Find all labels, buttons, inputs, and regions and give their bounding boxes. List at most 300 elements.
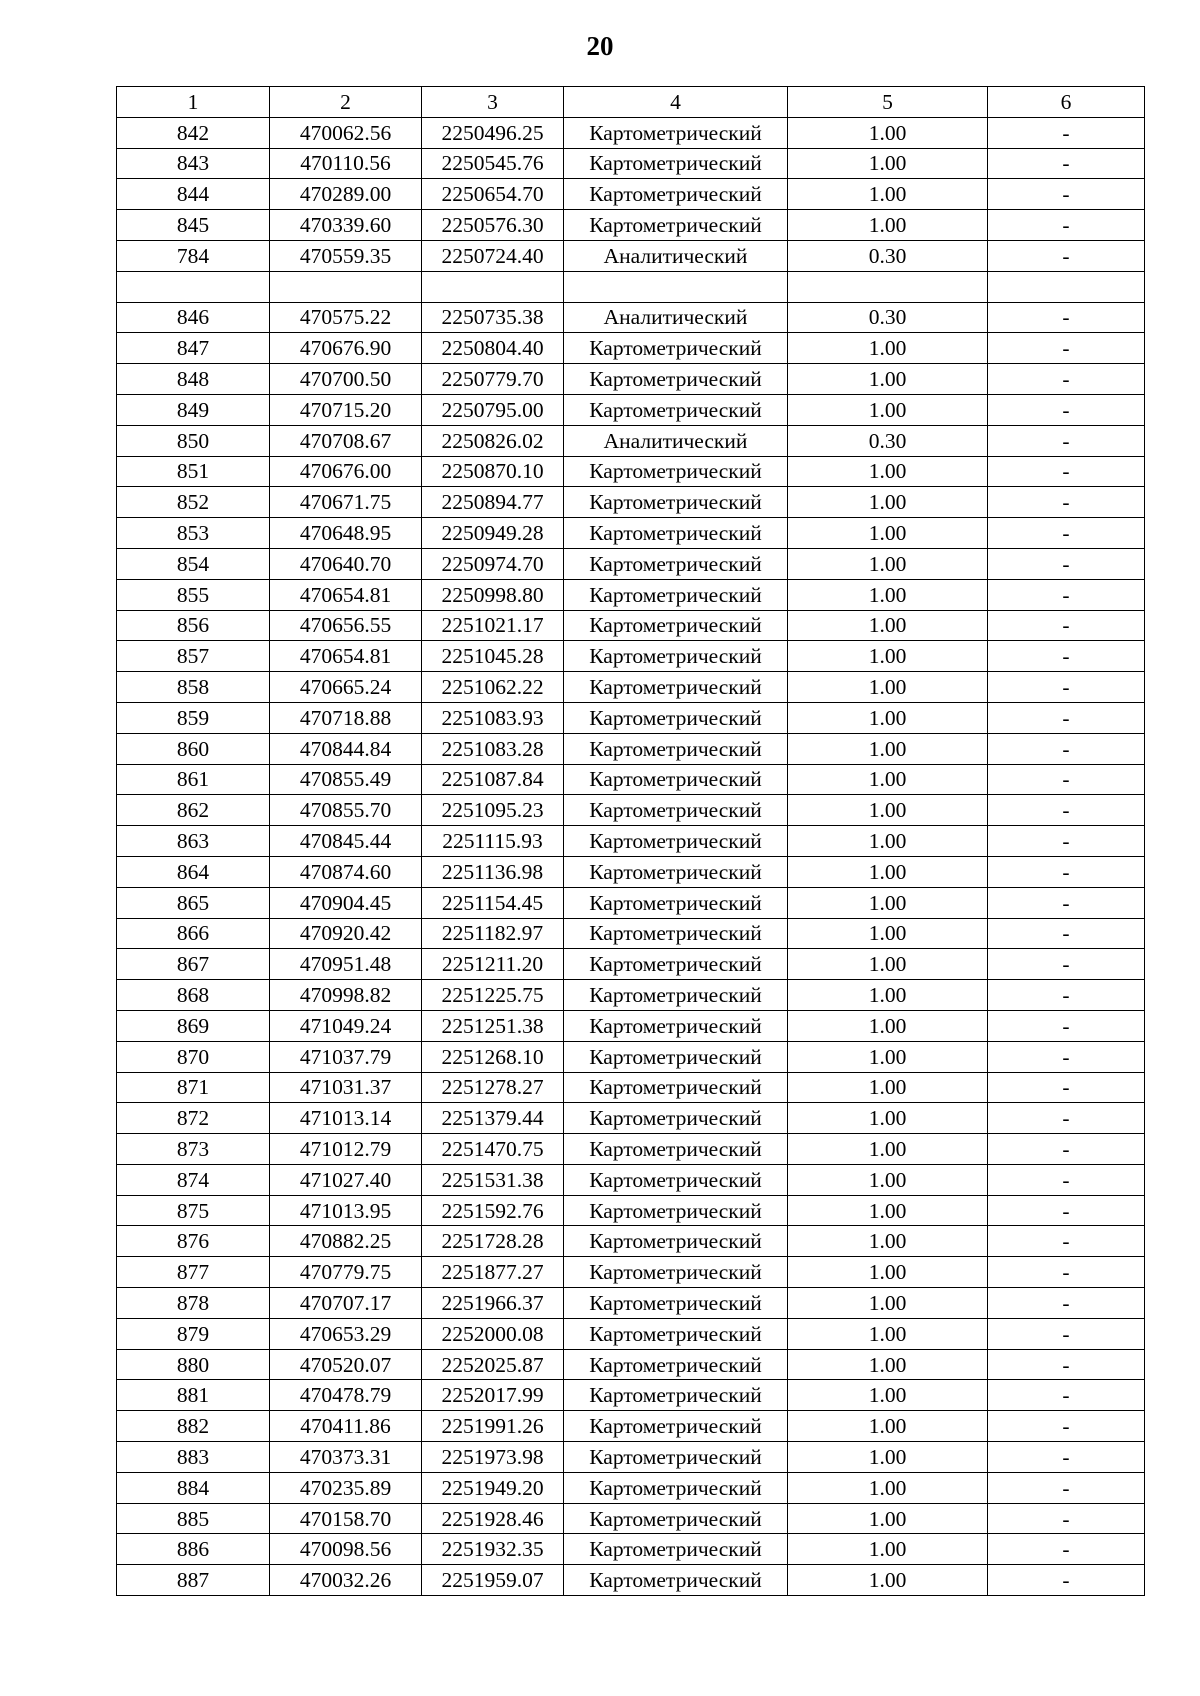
cell-y-coordinate: 2251877.27 — [422, 1257, 564, 1288]
cell-note: - — [988, 1134, 1145, 1165]
table-row — [117, 1195, 1145, 1226]
cell-note: - — [988, 518, 1145, 549]
cell-x-coordinate: 470653.29 — [270, 1318, 422, 1349]
table-row — [117, 1072, 1145, 1103]
cell-accuracy: 1.00 — [788, 1134, 988, 1165]
cell-x-coordinate: 470559.35 — [270, 240, 422, 271]
cell-x-coordinate: 470656.55 — [270, 610, 422, 641]
table-row — [117, 271, 1145, 302]
cell-x-coordinate: 470700.50 — [270, 364, 422, 395]
cell-y-coordinate: 2251470.75 — [422, 1134, 564, 1165]
cell-method: Картометрический — [564, 394, 788, 425]
cell-point-number — [117, 271, 270, 302]
cell-y-coordinate: 2250576.30 — [422, 210, 564, 241]
cell-note: - — [988, 1195, 1145, 1226]
cell-method: Картометрический — [564, 1103, 788, 1134]
cell-method: Картометрический — [564, 1534, 788, 1565]
cell-point-number: 863 — [117, 826, 270, 857]
cell-method: Картометрический — [564, 210, 788, 241]
cell-point-number: 857 — [117, 641, 270, 672]
cell-accuracy: 1.00 — [788, 1103, 988, 1134]
table-row — [117, 826, 1145, 857]
table-row — [117, 1565, 1145, 1596]
cell-accuracy: 1.00 — [788, 795, 988, 826]
cell-x-coordinate: 471012.79 — [270, 1134, 422, 1165]
cell-note: - — [988, 1257, 1145, 1288]
cell-point-number: 844 — [117, 179, 270, 210]
cell-note: - — [988, 733, 1145, 764]
cell-x-coordinate: 470339.60 — [270, 210, 422, 241]
cell-method: Картометрический — [564, 487, 788, 518]
table-row — [117, 302, 1145, 333]
cell-note: - — [988, 487, 1145, 518]
cell-accuracy: 1.00 — [788, 1503, 988, 1534]
table-row — [117, 1134, 1145, 1165]
cell-note: - — [988, 456, 1145, 487]
cell-point-number: 859 — [117, 702, 270, 733]
cell-accuracy: 1.00 — [788, 949, 988, 980]
cell-x-coordinate: 470098.56 — [270, 1534, 422, 1565]
cell-note: - — [988, 1103, 1145, 1134]
cell-x-coordinate: 470289.00 — [270, 179, 422, 210]
table-row — [117, 117, 1145, 148]
cell-x-coordinate: 470671.75 — [270, 487, 422, 518]
cell-note: - — [988, 240, 1145, 271]
cell-method: Картометрический — [564, 887, 788, 918]
cell-point-number: 858 — [117, 672, 270, 703]
cell-accuracy: 1.00 — [788, 1349, 988, 1380]
cell-x-coordinate: 471031.37 — [270, 1072, 422, 1103]
cell-y-coordinate: 2251182.97 — [422, 918, 564, 949]
cell-point-number: 845 — [117, 210, 270, 241]
cell-x-coordinate: 470708.67 — [270, 425, 422, 456]
cell-x-coordinate: 470654.81 — [270, 641, 422, 672]
cell-method: Картометрический — [564, 364, 788, 395]
cell-y-coordinate: 2250779.70 — [422, 364, 564, 395]
cell-x-coordinate: 470665.24 — [270, 672, 422, 703]
table-row — [117, 1380, 1145, 1411]
cell-y-coordinate: 2251268.10 — [422, 1041, 564, 1072]
cell-x-coordinate: 470855.49 — [270, 764, 422, 795]
cell-point-number: 883 — [117, 1442, 270, 1473]
cell-note: - — [988, 702, 1145, 733]
cell-accuracy: 1.00 — [788, 1195, 988, 1226]
table-row — [117, 240, 1145, 271]
cell-y-coordinate: 2250804.40 — [422, 333, 564, 364]
cell-note: - — [988, 641, 1145, 672]
cell-y-coordinate: 2251531.38 — [422, 1164, 564, 1195]
cell-point-number: 879 — [117, 1318, 270, 1349]
cell-accuracy: 1.00 — [788, 548, 988, 579]
table-row — [117, 641, 1145, 672]
cell-note: - — [988, 1380, 1145, 1411]
cell-method: Картометрический — [564, 1164, 788, 1195]
cell-note: - — [988, 610, 1145, 641]
cell-note: - — [988, 795, 1145, 826]
cell-x-coordinate: 470110.56 — [270, 148, 422, 179]
cell-method: Картометрический — [564, 949, 788, 980]
cell-accuracy: 1.00 — [788, 1411, 988, 1442]
cell-method: Картометрический — [564, 1565, 788, 1596]
cell-x-coordinate: 470845.44 — [270, 826, 422, 857]
cell-x-coordinate: 471049.24 — [270, 1010, 422, 1041]
cell-note: - — [988, 579, 1145, 610]
cell-x-coordinate: 471037.79 — [270, 1041, 422, 1072]
cell-accuracy: 1.00 — [788, 333, 988, 364]
cell-point-number: 873 — [117, 1134, 270, 1165]
cell-y-coordinate: 2250870.10 — [422, 456, 564, 487]
table-row — [117, 672, 1145, 703]
cell-y-coordinate: 2250974.70 — [422, 548, 564, 579]
cell-y-coordinate: 2251251.38 — [422, 1010, 564, 1041]
cell-note: - — [988, 1288, 1145, 1319]
cell-x-coordinate: 470920.42 — [270, 918, 422, 949]
table-row — [117, 918, 1145, 949]
cell-point-number: 884 — [117, 1472, 270, 1503]
cell-point-number: 878 — [117, 1288, 270, 1319]
cell-note: - — [988, 148, 1145, 179]
cell-y-coordinate: 2250826.02 — [422, 425, 564, 456]
cell-accuracy: 1.00 — [788, 579, 988, 610]
cell-y-coordinate: 2251154.45 — [422, 887, 564, 918]
cell-point-number: 867 — [117, 949, 270, 980]
cell-point-number: 866 — [117, 918, 270, 949]
cell-y-coordinate: 2250724.40 — [422, 240, 564, 271]
coordinates-table — [116, 86, 1145, 1596]
cell-x-coordinate: 470648.95 — [270, 518, 422, 549]
cell-y-coordinate: 2251045.28 — [422, 641, 564, 672]
table-row — [117, 1164, 1145, 1195]
cell-point-number: 850 — [117, 425, 270, 456]
cell-method: Картометрический — [564, 1288, 788, 1319]
cell-point-number: 855 — [117, 579, 270, 610]
table-row — [117, 764, 1145, 795]
table-row — [117, 487, 1145, 518]
cell-method: Картометрический — [564, 1226, 788, 1257]
cell-y-coordinate: 2251932.35 — [422, 1534, 564, 1565]
cell-accuracy: 1.00 — [788, 1072, 988, 1103]
cell-accuracy: 1.00 — [788, 1164, 988, 1195]
cell-accuracy: 1.00 — [788, 887, 988, 918]
table-row — [117, 179, 1145, 210]
cell-accuracy: 1.00 — [788, 1534, 988, 1565]
cell-point-number: 842 — [117, 117, 270, 148]
cell-note: - — [988, 856, 1145, 887]
cell-note: - — [988, 887, 1145, 918]
cell-x-coordinate: 470715.20 — [270, 394, 422, 425]
cell-x-coordinate: 470640.70 — [270, 548, 422, 579]
cell-point-number: 843 — [117, 148, 270, 179]
cell-y-coordinate: 2251083.28 — [422, 733, 564, 764]
cell-accuracy: 1.00 — [788, 1226, 988, 1257]
cell-y-coordinate: 2251087.84 — [422, 764, 564, 795]
table-row — [117, 1534, 1145, 1565]
cell-point-number: 848 — [117, 364, 270, 395]
cell-x-coordinate: 470032.26 — [270, 1565, 422, 1596]
cell-point-number: 868 — [117, 980, 270, 1011]
cell-method: Картометрический — [564, 1380, 788, 1411]
cell-y-coordinate: 2251592.76 — [422, 1195, 564, 1226]
cell-accuracy: 1.00 — [788, 641, 988, 672]
cell-x-coordinate: 470882.25 — [270, 1226, 422, 1257]
cell-accuracy: 0.30 — [788, 425, 988, 456]
cell-y-coordinate: 2250735.38 — [422, 302, 564, 333]
cell-accuracy: 0.30 — [788, 302, 988, 333]
cell-y-coordinate: 2251095.23 — [422, 795, 564, 826]
table-row — [117, 980, 1145, 1011]
cell-x-coordinate: 470235.89 — [270, 1472, 422, 1503]
table-body — [117, 87, 1145, 1596]
cell-y-coordinate: 2250998.80 — [422, 579, 564, 610]
table-row — [117, 702, 1145, 733]
table-row — [117, 1103, 1145, 1134]
cell-accuracy: 0.30 — [788, 240, 988, 271]
cell-method: Картометрический — [564, 641, 788, 672]
cell-x-coordinate: 470520.07 — [270, 1349, 422, 1380]
table-header-row — [117, 87, 1145, 118]
cell-method: Картометрический — [564, 1411, 788, 1442]
table-row — [117, 579, 1145, 610]
cell-accuracy: 1.00 — [788, 456, 988, 487]
cell-accuracy: 1.00 — [788, 1288, 988, 1319]
cell-accuracy: 1.00 — [788, 1380, 988, 1411]
cell-accuracy: 1.00 — [788, 1442, 988, 1473]
cell-method: Картометрический — [564, 1503, 788, 1534]
cell-y-coordinate: 2250496.25 — [422, 117, 564, 148]
cell-method: Картометрический — [564, 1010, 788, 1041]
cell-y-coordinate: 2251021.17 — [422, 610, 564, 641]
cell-point-number: 846 — [117, 302, 270, 333]
cell-method: Картометрический — [564, 117, 788, 148]
cell-method: Картометрический — [564, 1442, 788, 1473]
cell-method: Картометрический — [564, 610, 788, 641]
cell-note: - — [988, 1565, 1145, 1596]
cell-note: - — [988, 548, 1145, 579]
cell-y-coordinate: 2250795.00 — [422, 394, 564, 425]
cell-method: Картометрический — [564, 733, 788, 764]
cell-accuracy: 1.00 — [788, 702, 988, 733]
cell-method: Картометрический — [564, 179, 788, 210]
cell-note: - — [988, 672, 1145, 703]
cell-y-coordinate: 2251115.93 — [422, 826, 564, 857]
table-row — [117, 856, 1145, 887]
cell-y-coordinate: 2251278.27 — [422, 1072, 564, 1103]
cell-x-coordinate: 470998.82 — [270, 980, 422, 1011]
cell-method: Картометрический — [564, 702, 788, 733]
cell-point-number: 861 — [117, 764, 270, 795]
table-row — [117, 1010, 1145, 1041]
cell-y-coordinate: 2251211.20 — [422, 949, 564, 980]
cell-accuracy: 1.00 — [788, 1318, 988, 1349]
header-cell-2: 2 — [270, 87, 422, 118]
cell-note: - — [988, 1472, 1145, 1503]
cell-note: - — [988, 1010, 1145, 1041]
table-row — [117, 610, 1145, 641]
cell-y-coordinate: 2252025.87 — [422, 1349, 564, 1380]
cell-accuracy: 1.00 — [788, 918, 988, 949]
cell-accuracy: 1.00 — [788, 117, 988, 148]
cell-x-coordinate: 470874.60 — [270, 856, 422, 887]
cell-x-coordinate: 470158.70 — [270, 1503, 422, 1534]
cell-point-number: 865 — [117, 887, 270, 918]
cell-accuracy: 1.00 — [788, 210, 988, 241]
table-row — [117, 795, 1145, 826]
cell-accuracy: 1.00 — [788, 179, 988, 210]
cell-method: Картометрический — [564, 918, 788, 949]
table-row — [117, 548, 1145, 579]
cell-method — [564, 271, 788, 302]
cell-accuracy: 1.00 — [788, 733, 988, 764]
cell-method: Картометрический — [564, 333, 788, 364]
cell-point-number: 887 — [117, 1565, 270, 1596]
cell-y-coordinate: 2251966.37 — [422, 1288, 564, 1319]
cell-accuracy: 1.00 — [788, 487, 988, 518]
cell-x-coordinate: 471027.40 — [270, 1164, 422, 1195]
cell-note: - — [988, 918, 1145, 949]
cell-point-number: 849 — [117, 394, 270, 425]
cell-accuracy: 1.00 — [788, 1010, 988, 1041]
cell-method: Аналитический — [564, 425, 788, 456]
cell-y-coordinate: 2251959.07 — [422, 1565, 564, 1596]
cell-y-coordinate: 2250949.28 — [422, 518, 564, 549]
cell-method: Картометрический — [564, 1257, 788, 1288]
header-cell-3: 3 — [422, 87, 564, 118]
cell-accuracy: 1.00 — [788, 148, 988, 179]
cell-method: Картометрический — [564, 518, 788, 549]
cell-point-number: 877 — [117, 1257, 270, 1288]
table-row — [117, 1288, 1145, 1319]
cell-accuracy: 1.00 — [788, 1041, 988, 1072]
cell-point-number: 876 — [117, 1226, 270, 1257]
cell-note: - — [988, 364, 1145, 395]
cell-x-coordinate: 470654.81 — [270, 579, 422, 610]
cell-method: Картометрический — [564, 1195, 788, 1226]
cell-x-coordinate: 470855.70 — [270, 795, 422, 826]
cell-note: - — [988, 394, 1145, 425]
cell-method: Картометрический — [564, 1472, 788, 1503]
table-row — [117, 148, 1145, 179]
cell-point-number: 872 — [117, 1103, 270, 1134]
table-row — [117, 1503, 1145, 1534]
cell-method: Картометрический — [564, 579, 788, 610]
cell-note: - — [988, 117, 1145, 148]
cell-method: Аналитический — [564, 240, 788, 271]
cell-note: - — [988, 1226, 1145, 1257]
cell-method: Картометрический — [564, 764, 788, 795]
cell-note: - — [988, 1442, 1145, 1473]
cell-x-coordinate: 470718.88 — [270, 702, 422, 733]
table-row — [117, 1411, 1145, 1442]
cell-accuracy: 1.00 — [788, 764, 988, 795]
cell-x-coordinate: 470707.17 — [270, 1288, 422, 1319]
cell-x-coordinate: 471013.14 — [270, 1103, 422, 1134]
cell-point-number: 862 — [117, 795, 270, 826]
table-row — [117, 456, 1145, 487]
cell-point-number: 784 — [117, 240, 270, 271]
cell-method: Картометрический — [564, 1134, 788, 1165]
cell-note: - — [988, 1534, 1145, 1565]
cell-note: - — [988, 949, 1145, 980]
header-cell-4: 4 — [564, 87, 788, 118]
table-row — [117, 1472, 1145, 1503]
cell-point-number: 871 — [117, 1072, 270, 1103]
cell-y-coordinate — [422, 271, 564, 302]
cell-y-coordinate: 2250654.70 — [422, 179, 564, 210]
cell-y-coordinate: 2252000.08 — [422, 1318, 564, 1349]
cell-note: - — [988, 179, 1145, 210]
cell-accuracy: 1.00 — [788, 518, 988, 549]
cell-note — [988, 271, 1145, 302]
cell-point-number: 870 — [117, 1041, 270, 1072]
table-row — [117, 887, 1145, 918]
cell-method: Картометрический — [564, 795, 788, 826]
header-cell-5: 5 — [788, 87, 988, 118]
cell-y-coordinate: 2251991.26 — [422, 1411, 564, 1442]
cell-method: Картометрический — [564, 548, 788, 579]
cell-note: - — [988, 333, 1145, 364]
cell-point-number: 856 — [117, 610, 270, 641]
cell-y-coordinate: 2251062.22 — [422, 672, 564, 703]
cell-x-coordinate: 470575.22 — [270, 302, 422, 333]
cell-x-coordinate: 470478.79 — [270, 1380, 422, 1411]
cell-accuracy: 1.00 — [788, 826, 988, 857]
cell-note: - — [988, 425, 1145, 456]
cell-method: Картометрический — [564, 1318, 788, 1349]
cell-point-number: 885 — [117, 1503, 270, 1534]
cell-x-coordinate — [270, 271, 422, 302]
cell-method: Картометрический — [564, 1041, 788, 1072]
cell-method: Картометрический — [564, 148, 788, 179]
cell-accuracy: 1.00 — [788, 856, 988, 887]
cell-accuracy: 1.00 — [788, 1472, 988, 1503]
cell-x-coordinate: 470411.86 — [270, 1411, 422, 1442]
cell-x-coordinate: 470904.45 — [270, 887, 422, 918]
cell-y-coordinate: 2251225.75 — [422, 980, 564, 1011]
cell-note: - — [988, 1072, 1145, 1103]
cell-y-coordinate: 2250545.76 — [422, 148, 564, 179]
page-number: 20 — [586, 31, 614, 61]
cell-x-coordinate: 470676.00 — [270, 456, 422, 487]
cell-point-number: 847 — [117, 333, 270, 364]
cell-x-coordinate: 470844.84 — [270, 733, 422, 764]
cell-note: - — [988, 764, 1145, 795]
cell-method: Аналитический — [564, 302, 788, 333]
cell-point-number: 853 — [117, 518, 270, 549]
cell-note: - — [988, 826, 1145, 857]
cell-note: - — [988, 302, 1145, 333]
cell-accuracy: 1.00 — [788, 394, 988, 425]
header-cell-6: 6 — [988, 87, 1145, 118]
cell-x-coordinate: 470676.90 — [270, 333, 422, 364]
cell-y-coordinate: 2251973.98 — [422, 1442, 564, 1473]
cell-accuracy: 1.00 — [788, 610, 988, 641]
cell-point-number: 874 — [117, 1164, 270, 1195]
cell-method: Картометрический — [564, 980, 788, 1011]
table-row — [117, 1442, 1145, 1473]
cell-note: - — [988, 1349, 1145, 1380]
cell-y-coordinate: 2252017.99 — [422, 1380, 564, 1411]
cell-method: Картометрический — [564, 856, 788, 887]
cell-y-coordinate: 2251136.98 — [422, 856, 564, 887]
cell-accuracy: 1.00 — [788, 1565, 988, 1596]
cell-point-number: 854 — [117, 548, 270, 579]
cell-point-number: 851 — [117, 456, 270, 487]
cell-y-coordinate: 2250894.77 — [422, 487, 564, 518]
cell-x-coordinate: 470951.48 — [270, 949, 422, 980]
cell-accuracy: 1.00 — [788, 980, 988, 1011]
cell-point-number: 882 — [117, 1411, 270, 1442]
cell-method: Картометрический — [564, 1072, 788, 1103]
